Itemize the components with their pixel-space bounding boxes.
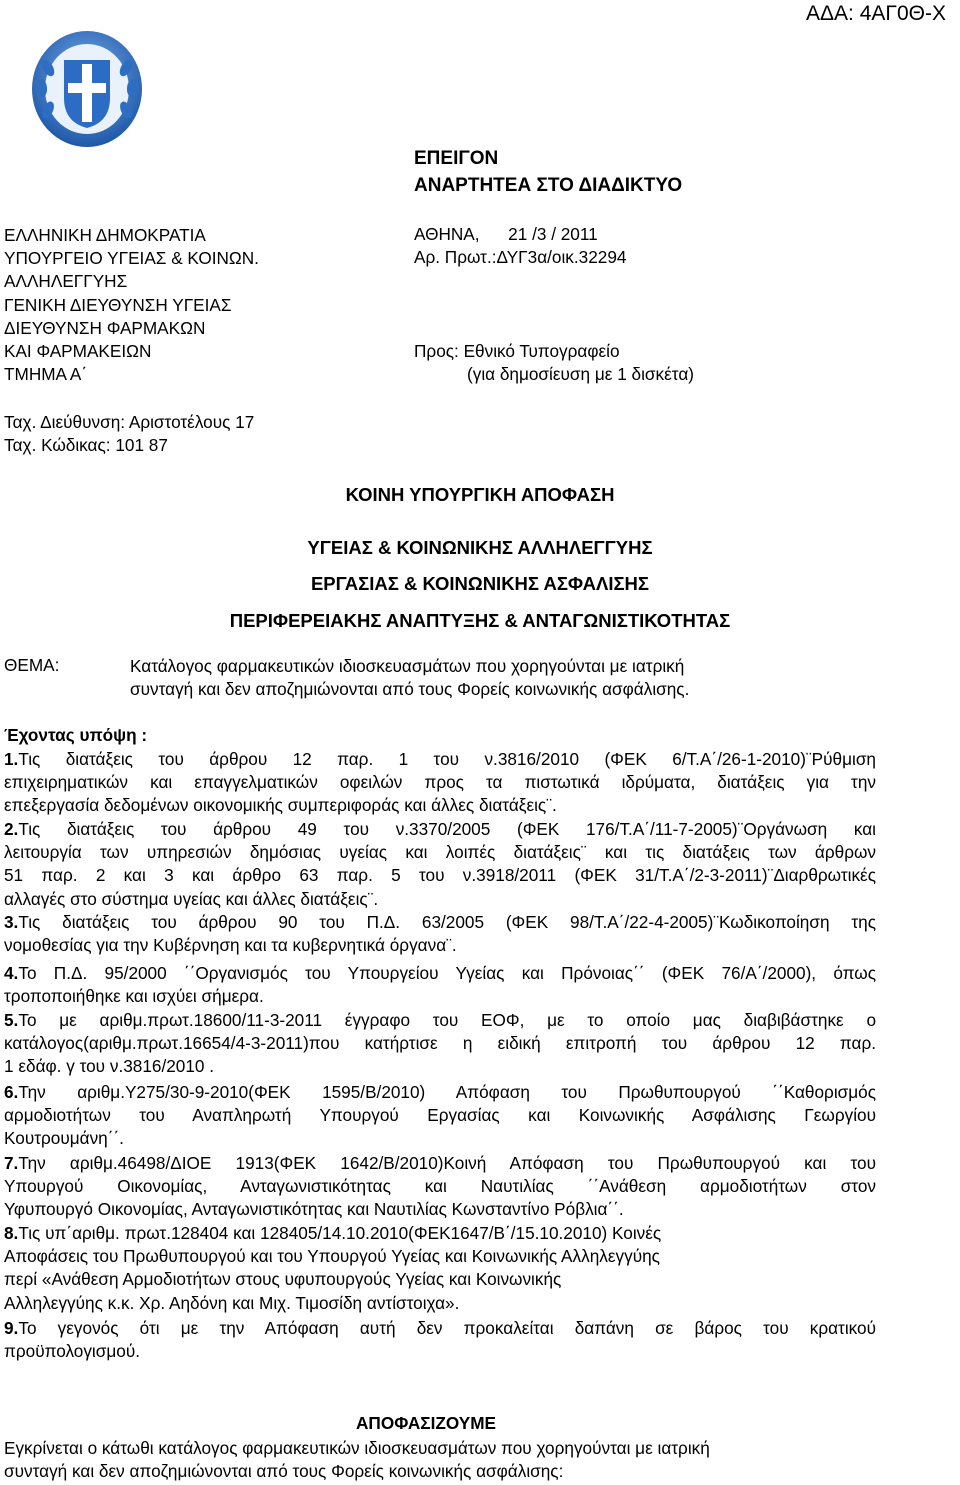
item-number: 7.	[4, 1153, 19, 1173]
approval-line: συνταγή και δεν αποζημιώνονται από τους Φορείς κοινωνικής ασφάλισης:	[4, 1461, 564, 1482]
item-number: 3.	[4, 912, 19, 932]
subject-text	[130, 655, 689, 701]
item-line: Κουτρουμάνη΄΄.	[4, 1128, 124, 1149]
item-line: Τις διατάξεις του άρθρου 90 του Π.Δ. 63/2005 (ΦΕΚ 98/Τ.Α΄/22-4-2005)¨Κωδικοποίηση της	[18, 912, 876, 932]
item-line: Τις διατάξεις του άρθρου 49 του ν.3370/2005 (ΦΕΚ 176/Τ.Α΄/11-7-2005)¨Οργάνωση και	[18, 819, 876, 839]
sender-line: ΤΜΗΜΑ Α΄	[4, 364, 88, 385]
item-number: 8.	[4, 1223, 19, 1243]
recipient-note: (για δημοσίευση με 1 δισκέτα)	[467, 364, 694, 384]
item-line: Το Π.Δ. 95/2000 ΄΄Οργανισμός του Υπουργείου Υγείας και Πρόνοιας΄΄ (ΦΕΚ 76/Α΄/2000), όπως	[18, 963, 876, 983]
sender-line: ΑΛΛΗΛΕΓΓΥΗΣ	[4, 271, 128, 292]
consideration-item-3	[4, 911, 876, 957]
recipient: Προς: Εθνικό Τυπογραφείο	[414, 341, 620, 361]
item-line: επεξεργασία δεδομένων οικονομικής συμπεριφοράς και άλλες διατάξεις¨.	[4, 795, 557, 816]
item-line: 1 εδάφ. γ του ν.3816/2010 .	[4, 1056, 215, 1077]
item-line: λειτουργία των υπηρεσιών δημόσιας υγείας και λοιπές διατάξεις¨ και τις διατάξεις των άρθρων	[4, 842, 876, 863]
item-line: τροποποιήθηκε και ισχύει σήμερα.	[4, 986, 264, 1007]
consideration-item-1	[4, 748, 876, 818]
item-line: Υφυπουργό Οικονομίας, Ανταγωνιστικότητας και Ναυτιλίας Κωνσταντίνο Ρόβλια΄΄.	[4, 1199, 624, 1220]
item-number: 1.	[4, 749, 19, 769]
sender-line: ΔΙΕΥΘΥΝΣΗ ΦΑΡΜΑΚΩΝ	[4, 317, 206, 338]
approval-line: Εγκρίνεται ο κάτωθι κατάλογος φαρμακευτικών ιδιοσκευασμάτων που χορηγούνται με ιατρική	[4, 1438, 710, 1458]
item-line: Υπουργού Οικονομίας, Ανταγωνιστικότητας και Ναυτιλίας ΄΄Ανάθεση αρμοδιοτήτων στον	[4, 1176, 876, 1197]
item-line: Την αριθμ.Υ275/30-9-2010(ΦΕΚ 1595/Β/2010) Απόφαση του Πρωθυπουργού ΄΄Καθορισμός	[18, 1082, 876, 1102]
protocol-number: Αρ. Πρωτ.:ΔΥΓ3α/οικ.32294	[414, 247, 627, 267]
sender-line: ΚΑΙ ΦΑΡΜΑΚΕΙΩΝ	[4, 341, 152, 362]
consideration-item-4	[4, 962, 876, 1008]
consideration-item-7	[4, 1152, 876, 1222]
consideration-item-9	[4, 1317, 876, 1363]
item-line: κατάλογος(αριθμ.πρωτ.16654/4-3-2011)που κατήρτισε η ειδική επιτροπή του άρθρου 12 παρ.	[4, 1033, 876, 1054]
item-line: 51 παρ. 2 και 3 και άρθρο 63 παρ. 5 του ν.3918/2011 (ΦΕΚ 31/Τ.Α΄/2-3-2011)¨Διαρθρωτικές	[4, 865, 876, 886]
item-line: Το γεγονός ότι με την Απόφαση αυτή δεν προκαλείται δαπάνη σε βάρος του κρατικού	[18, 1318, 876, 1338]
consideration-item-8	[4, 1222, 804, 1315]
item-line: Αποφάσεις του Πρωθυπουργού και του Υπουργού Υγείας και Κοινωνικής Αλληλεγγύης	[4, 1246, 660, 1267]
ministry-line: ΠΕΡΙΦΕΡΕΙΑΚΗΣ ΑΝΑΠΤΥΞΗΣ & ΑΝΤΑΓΩΝΙΣΤΙΚΟΤΗΤΑΣ	[229, 610, 731, 631]
post-online-label: ΑΝΑΡΤΗΤΕΑ ΣΤΟ ΔΙΑΔΙΚΤΥΟ	[414, 175, 683, 196]
subject-line: Κατάλογος φαρμακευτικών ιδιοσκευασμάτων που χορηγούνται με ιατρική	[130, 656, 685, 676]
item-line: Το με αριθμ.πρωτ.18600/11-3-2011 έγγραφο του ΕΟΦ, με το οποίο μας διαβιβάστηκε ο	[18, 1010, 876, 1030]
decision-title: ΚΟΙΝΗ ΥΠΟΥΡΓΙΚΗ ΑΠΟΦΑΣΗ	[345, 484, 615, 505]
item-line: Αλληλεγγύης κ.κ. Χρ. Αηδόνη και Μιχ. Τιμοσίδη αντίστοιχα».	[4, 1292, 460, 1313]
sender-line: ΥΠΟΥΡΓΕΙΟ ΥΓΕΙΑΣ & ΚΟΙΝΩΝ.	[4, 248, 259, 269]
item-line: Την αριθμ.46498/ΔΙΟΕ 1913(ΦΕΚ 1642/Β/2010)Κοινή Απόφαση του Πρωθυπουργού και του	[18, 1153, 876, 1173]
greek-emblem-icon	[28, 28, 146, 150]
item-line: Τις υπ΄αριθμ. πρωτ.128404 και 128405/14.10.2010(ΦΕΚ1647/Β΄/15.10.2010) Κοινές	[18, 1223, 662, 1243]
consideration-item-6	[4, 1081, 876, 1151]
subject-label: ΘΕΜΑ:	[4, 655, 60, 675]
postal-address: Ταχ. Διεύθυνση: Αριστοτέλους 17	[4, 412, 255, 432]
ministry-line: ΥΓΕΙΑΣ & ΚΟΙΝΩΝΙΚΗΣ ΑΛΛΗΛΕΓΓΥΗΣ	[307, 537, 653, 558]
item-number: 2.	[4, 819, 19, 839]
document-date: ΑΘΗΝΑ, 21 /3 / 2011	[414, 224, 598, 244]
item-number: 9.	[4, 1318, 19, 1338]
item-line: προϋπολογισμού.	[4, 1341, 140, 1362]
item-line: επιχειρηματικών και επαγγελματικών οφειλών προς τα πιστωτικά ιδρύματα, διατάξεις για την	[4, 772, 876, 793]
we-decide-heading: ΑΠΟΦΑΣΙΖΟΥΜΕ	[356, 1413, 496, 1433]
item-number: 6.	[4, 1082, 19, 1102]
item-line: αλλαγές στο σύστημα υγείας και άλλες διατάξεις¨.	[4, 888, 379, 909]
postal-code: Ταχ. Κώδικας: 101 87	[4, 435, 168, 455]
urgent-label: ΕΠΕΙΓΟΝ	[414, 148, 499, 169]
item-line: αρμοδιοτήτων του Αναπληρωτή Υπουργού Εργασίας και Κοινωνικής Ασφάλισης Γεωργίου	[4, 1105, 876, 1126]
subject-line: συνταγή και δεν αποζημιώνονται από τους Φορείς κοινωνικής ασφάλισης.	[130, 679, 690, 700]
sender-line: ΓΕΝΙΚΗ ΔΙΕΥΘΥΝΣΗ ΥΓΕΙΑΣ	[4, 294, 232, 315]
item-number: 5.	[4, 1010, 19, 1030]
consideration-item-2	[4, 818, 876, 911]
considering-heading: Έχοντας υπόψη :	[4, 725, 148, 745]
approval-text	[4, 1437, 710, 1483]
item-line: περί «Ανάθεση Αρμοδιοτήτων στους υφυπουργούς Υγείας και Κοινωνικής	[4, 1269, 562, 1290]
item-line: Τις διατάξεις του άρθρου 12 παρ. 1 του ν.3816/2010 (ΦΕΚ 6/Τ.Α΄/26-1-2010)¨Ρύθμιση	[18, 749, 876, 769]
item-line: νομοθεσίας για την Κυβέρνηση και τα κυβερνητικά όργανα¨.	[4, 935, 457, 956]
consideration-item-5	[4, 1009, 876, 1079]
ada-code: ΑΔΑ: 4ΑΓ0Θ-Χ	[806, 2, 946, 25]
ministry-line: ΕΡΓΑΣΙΑΣ & ΚΟΙΝΩΝΙΚΗΣ ΑΣΦΑΛΙΣΗΣ	[310, 573, 650, 594]
item-number: 4.	[4, 963, 19, 983]
sender-line: ΕΛΛΗΝΙΚΗ ΔΗΜΟΚΡΑΤΙΑ	[4, 225, 206, 245]
sender-block	[4, 224, 259, 386]
